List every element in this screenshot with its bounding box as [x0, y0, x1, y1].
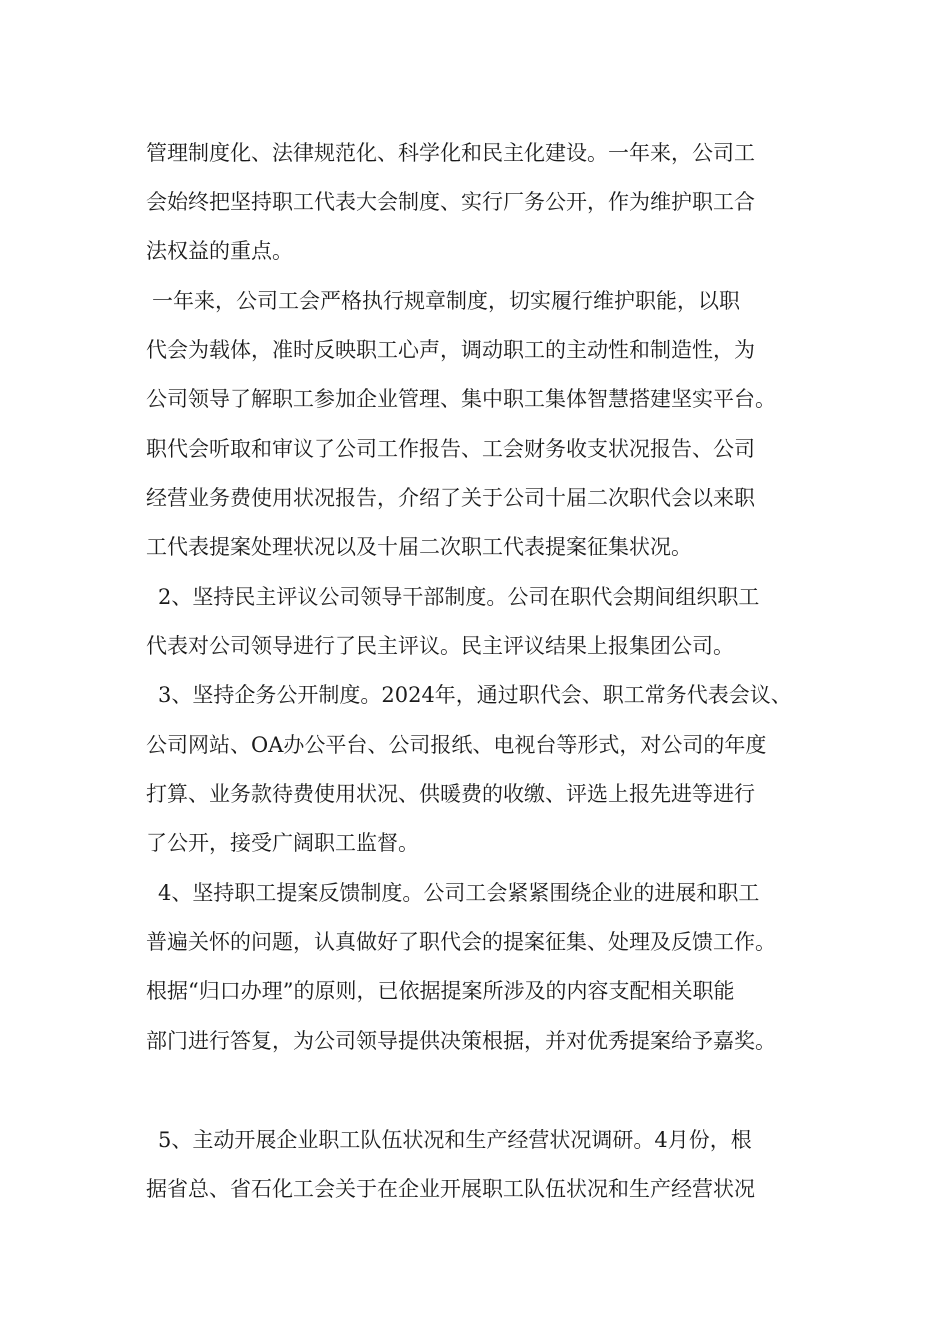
- text-line: 3、坚持企务公开制度。2024年，通过职代会、职工常务代表会议、: [158, 683, 792, 707]
- text-line: 5、主动开展企业职工队伍状况和生产经营状况调研。4月份，根: [158, 1128, 752, 1152]
- text-line: 打算、业务款待费使用状况、供暖费的收缴、评选上报先进等进行: [146, 782, 755, 806]
- text-line: 普遍关怀的问题，认真做好了职代会的提案征集、处理及反馈工作。: [146, 930, 776, 954]
- text-line: 部门进行答复，为公司领导提供决策根据，并对优秀提案给予嘉奖。: [146, 1029, 776, 1053]
- text-line: 了公开，接受广阔职工监督。: [146, 831, 419, 855]
- text-line: 公司网站、OA办公平台、公司报纸、电视台等形式，对公司的年度: [146, 733, 767, 757]
- text-line: 2、坚持民主评议公司领导干部制度。公司在职代会期间组织职工: [158, 585, 760, 609]
- text-line: 代会为载体，准时反映职工心声，调动职工的主动性和制造性，为: [146, 338, 755, 362]
- text-line: 根据“归口办理”的原则，已依据提案所涉及的内容支配相关职能: [146, 979, 735, 1003]
- text-line: 管理制度化、法律规范化、科学化和民主化建设。一年来，公司工: [146, 141, 755, 165]
- text-line: 4、坚持职工提案反馈制度。公司工会紧紧围绕企业的进展和职工: [158, 881, 760, 905]
- text-line: 会始终把坚持职工代表大会制度、实行厂务公开，作为维护职工合: [146, 190, 755, 214]
- text-line: 公司领导了解职工参加企业管理、集中职工集体智慧搭建坚实平台。: [146, 387, 776, 411]
- text-line: 代表对公司领导进行了民主评议。民主评议结果上报集团公司。: [146, 634, 734, 658]
- text-line: 据省总、省石化工会关于在企业开展职工队伍状况和生产经营状况: [146, 1177, 755, 1201]
- text-line: 工代表提案处理状况以及十届二次职工代表提案征集状况。: [146, 535, 692, 559]
- text-line: 经营业务费使用状况报告，介绍了关于公司十届二次职代会以来职: [146, 486, 755, 510]
- text-line: 法权益的重点。: [146, 239, 293, 263]
- text-line: 职代会听取和审议了公司工作报告、工会财务收支状况报告、公司: [146, 437, 755, 461]
- text-line: 一年来，公司工会严格执行规章制度，切实履行维护职能，以职: [152, 289, 740, 313]
